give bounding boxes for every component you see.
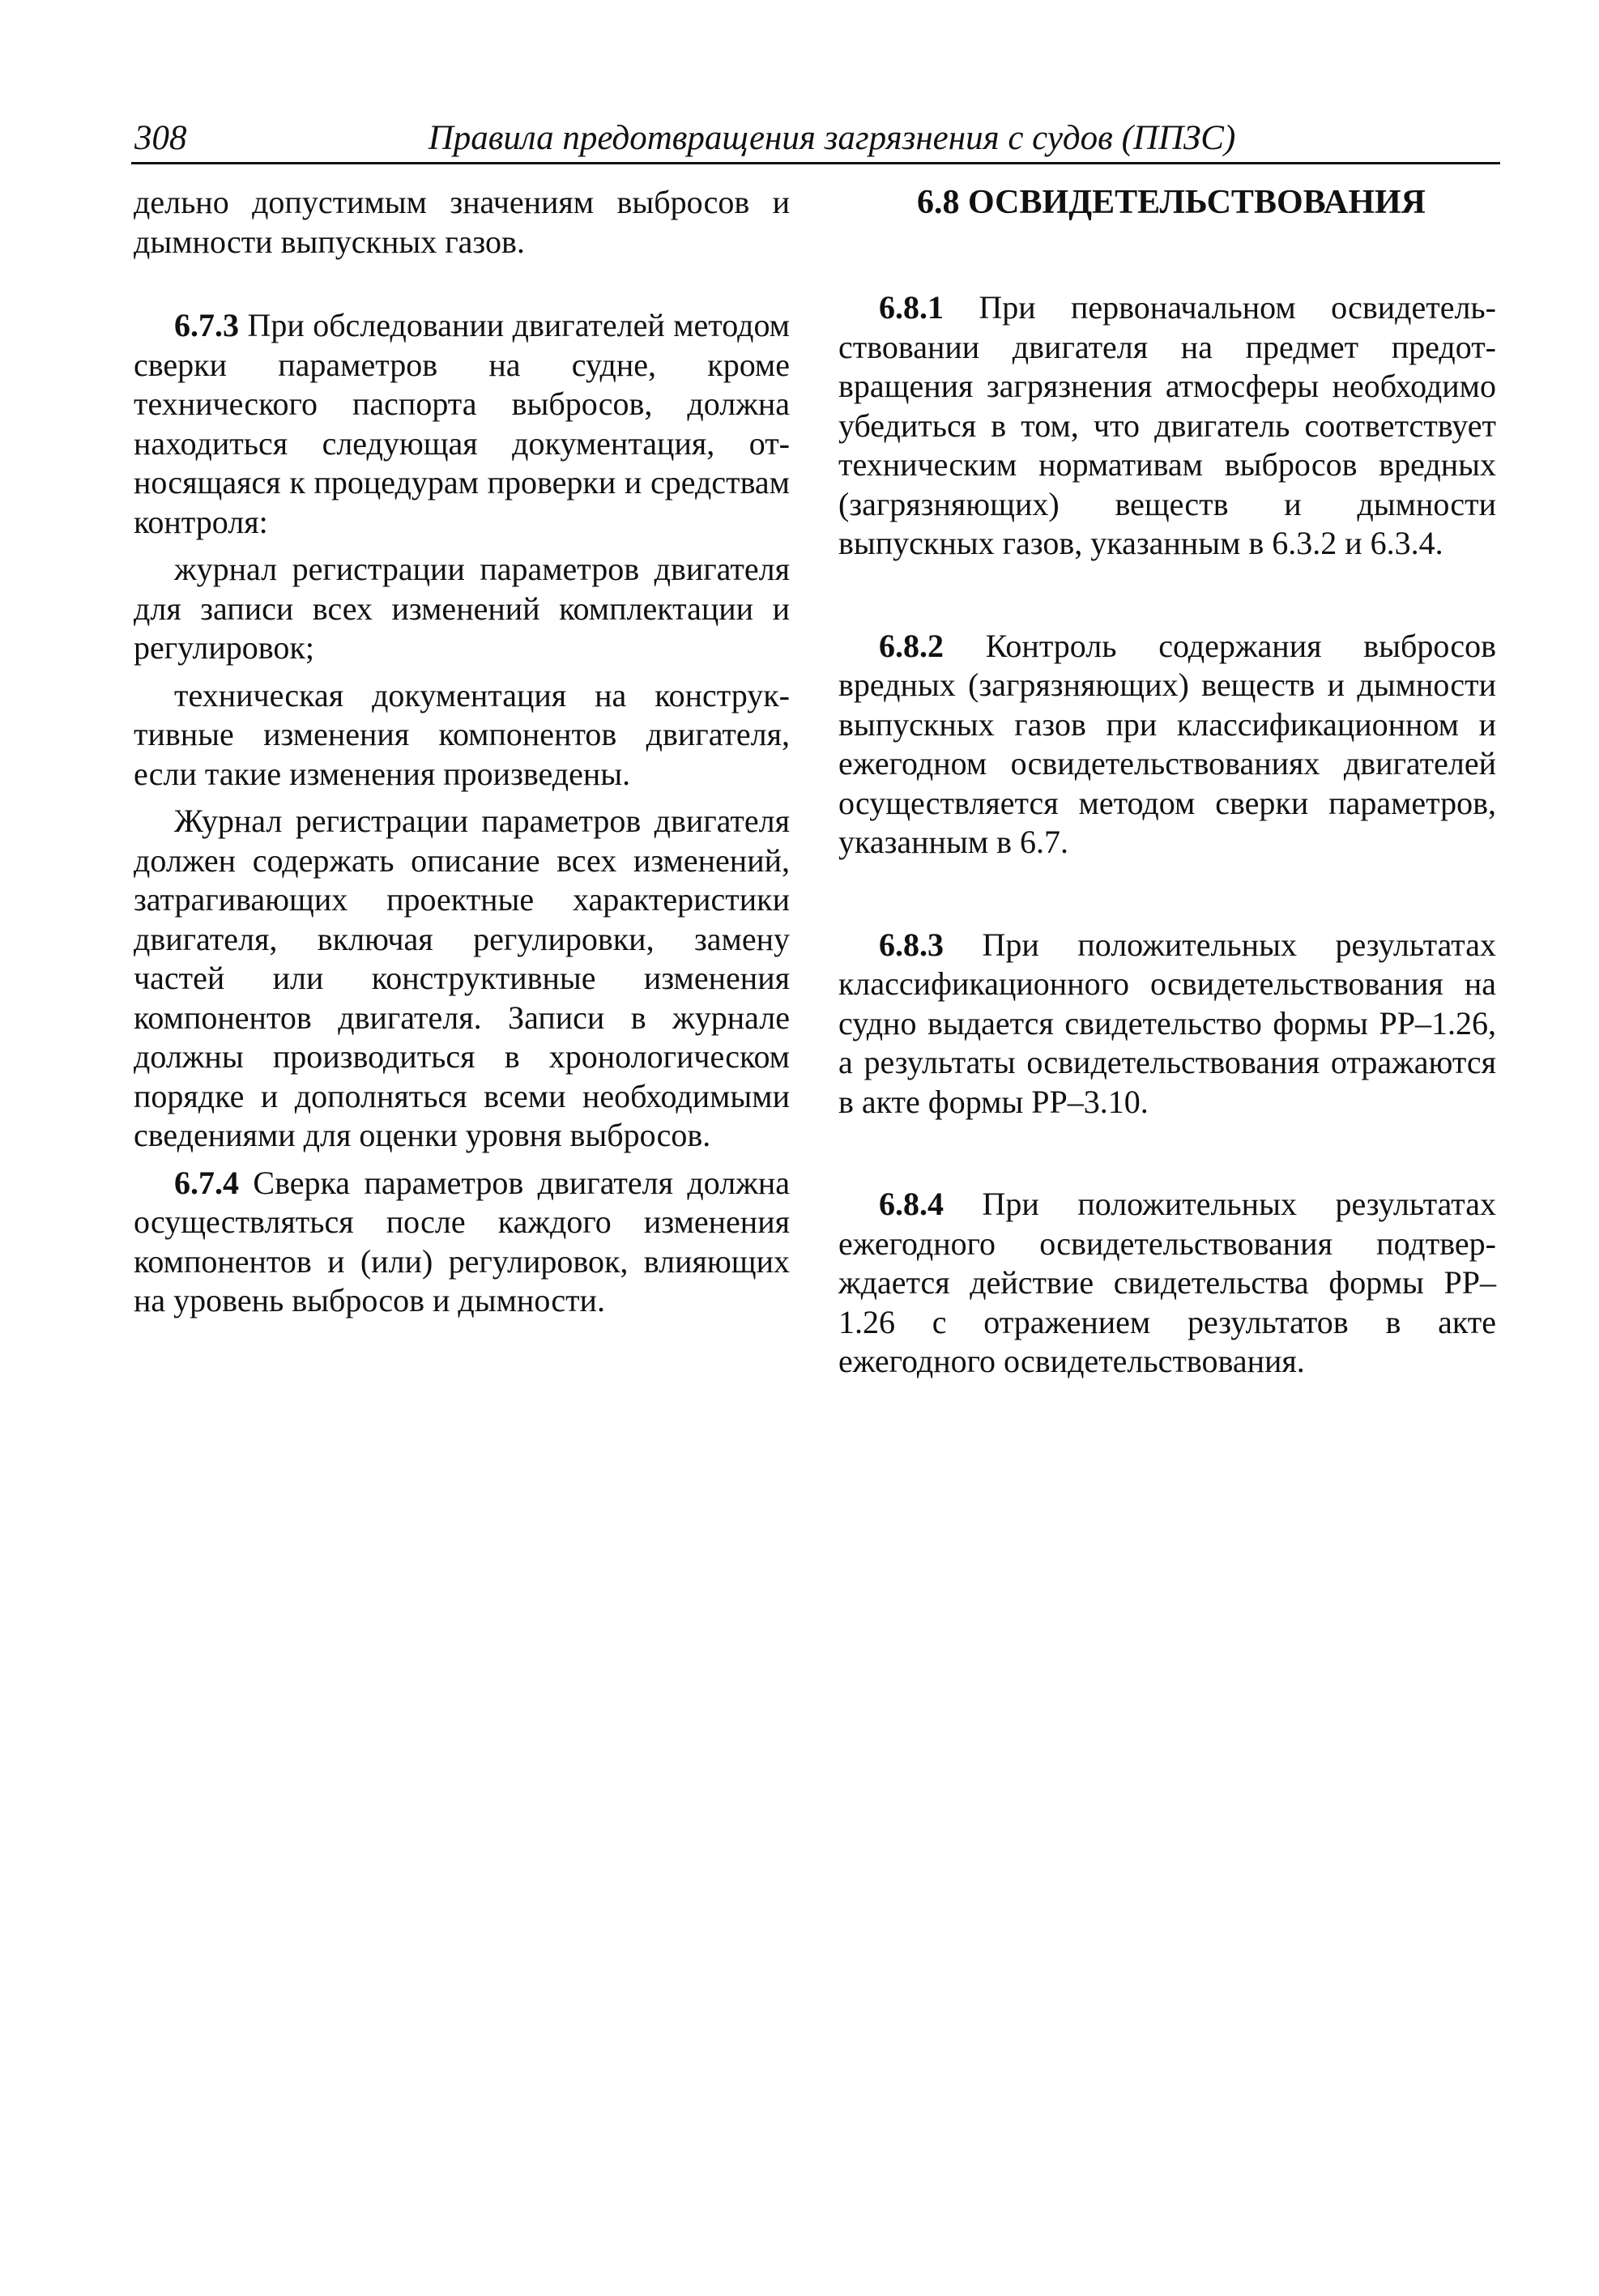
clause-text: При первоначальном освидетельствовании двигателя на предмет предотвращения загрязнения атмосферы необходимо убедиться в том, что двигатель соответствует техническим нормативам выбросов вредных (загрязняющих) веществ и дымности выпускных газов, указанным в 6.3.2 и 6.3.4. [838, 289, 1496, 561]
clause-6-7-4 [134, 1164, 790, 1321]
clause-6-8-2 [838, 627, 1496, 863]
clause-number: 6.8.3 [879, 926, 944, 963]
page-header [131, 115, 1500, 164]
paragraph-continuation: дельно допустимым значениям выбросов и дымности выпускных газов. [134, 184, 790, 260]
clause-text: При обследовании двигателей методом сверки параметров на судне, кроме технического паспорта выбросов, должна находиться следующая документация, относящаяся к процедурам проверки и средствам контроля: [134, 307, 790, 540]
paragraph-journal: Журнал регистрации параметров двигателя должен содержать описание всех изменений, затрагивающих проектные характеристики двигателя, включая регулировки, замену частей или конструктивные изменения компонентов двигателя. Записи в журнале должны производиться в хронологическом порядке и дополняться всеми необходимыми сведениями для оценки уровня выбросов. [134, 803, 790, 1153]
page-number: 308 [134, 119, 187, 157]
clause-text: Контроль содержания выбросов вредных (загрязняющих) веществ и дымности выпускных газов при классификационном и ежегодном освидетельствованиях двигателей осуществляется методом сверки параметров, указанным в 6.7. [838, 627, 1496, 860]
clause-text: Сверка параметров двигателя должна осуществляться после каждого изменения компонентов и (или) регулировок, влияющих на уровень выбросов и дымности. [134, 1164, 790, 1318]
clause-number: 6.8.2 [879, 627, 944, 664]
clause-number: 6.7.4 [174, 1164, 239, 1201]
clause-number: 6.7.3 [174, 307, 239, 343]
list-item-tech-docs: техническая документация на конструктивные изменения компонентов двигателя, если такие изменения произведены. [134, 676, 790, 792]
left-column [134, 183, 790, 1321]
running-title: Правила предотвращения загрязнения с судов (ППЗС) [428, 119, 1236, 157]
right-column [838, 183, 1496, 1382]
clause-6-8-3 [838, 926, 1496, 1122]
clause-6-7-3 [134, 306, 790, 542]
section-heading: 6.8 ОСВИДЕТЕЛЬСТВОВАНИЯ [917, 184, 1426, 221]
clause-number: 6.8.1 [879, 289, 944, 326]
clause-number: 6.8.4 [879, 1186, 944, 1222]
clause-6-8-1 [838, 288, 1496, 564]
clause-text: При положительных результатах классификационного освидетельствования на судно выдается свидетельство формы РР–1.26, а результаты освидетельствования отражаются в акте формы РР–3.10. [838, 926, 1496, 1120]
clause-text: При положительных результатах ежегодного освидетельствования подтверждается действие свидетельства формы РР–1.26 с отражением результатов в акте ежегодного освидетельствования. [838, 1186, 1496, 1379]
clause-6-8-4 [838, 1185, 1496, 1382]
list-item-journal: журнал регистрации параметров двигателя для записи всех изменений комплектации и регулировок; [134, 551, 790, 666]
